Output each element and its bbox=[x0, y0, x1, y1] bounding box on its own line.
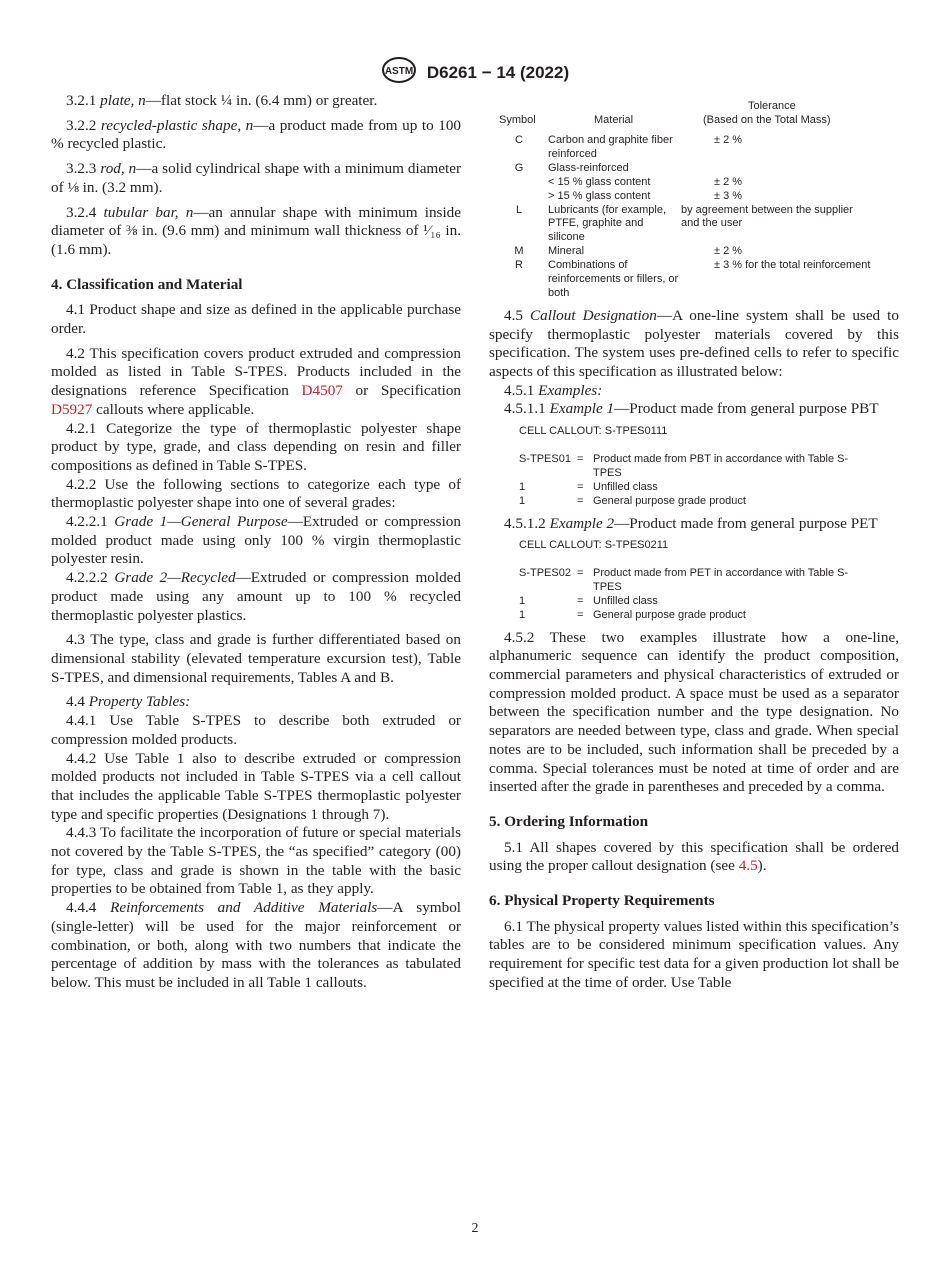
left-column bbox=[51, 92, 461, 993]
table-row bbox=[489, 245, 899, 259]
cell-symbol: R bbox=[515, 259, 523, 272]
cell-tolerance: ± 2 % bbox=[714, 245, 743, 258]
heading-ordering: 5. Ordering Information bbox=[489, 812, 649, 830]
cell-tolerance: ± 2 % bbox=[714, 134, 743, 146]
cell-material: Glass-reinforced bbox=[548, 161, 629, 174]
cell-callout-2: CELL CALLOUT: S-TPES0211 bbox=[519, 539, 669, 552]
svg-text:ASTM: ASTM bbox=[384, 66, 414, 77]
callout-k: S-TPES02 bbox=[519, 567, 571, 580]
callout-k: 1 bbox=[519, 608, 526, 621]
callout-line bbox=[519, 495, 899, 509]
section-3-2-2: 3.2.2 recycled-plastic shape, n—a product made from up to 100 % recycled plastic. bbox=[51, 116, 462, 153]
callout-v: General purpose grade product bbox=[593, 608, 746, 621]
callout-line bbox=[519, 481, 899, 495]
link-d5927[interactable]: D5927 bbox=[51, 400, 93, 418]
example-2-callout bbox=[519, 539, 899, 622]
table-body bbox=[489, 134, 899, 301]
section-4-5-2: 4.5.2 These two examples illustrate how a one-line, alphanumeric sequence can identify the product composition, commercial parameters and physical characteristics of extruded or compression molded product. A space must be used as a separator between the specification number and the type designation. No separators are needed between type, class and grade. When special notes are to be included, such information shall be preceded by a comma. Special tolerances must be noted at time of order and are inserted after the grade in parentheses and preceded by a comma. bbox=[489, 628, 899, 796]
table-header bbox=[489, 92, 899, 134]
cell-symbol: C bbox=[515, 134, 523, 146]
cell-material: < 15 % glass content bbox=[548, 175, 651, 188]
callout-eq: = bbox=[577, 608, 584, 621]
callout-k: S-TPES01 bbox=[519, 452, 571, 465]
right-column bbox=[489, 92, 899, 993]
callout-k: 1 bbox=[519, 480, 526, 493]
callout-v: General purpose grade product bbox=[593, 494, 746, 507]
heading-physical-property: 6. Physical Property Requirements bbox=[489, 892, 715, 910]
table-row bbox=[489, 259, 899, 301]
section-4-4-1: 4.4.1 Use Table S-TPES to describe both extruded or compression molded products. bbox=[51, 712, 461, 748]
callout-eq: = bbox=[577, 567, 584, 580]
table-row bbox=[489, 204, 899, 246]
table-row bbox=[489, 134, 899, 162]
section-4-3: 4.3 The type, class and grade is further differentiated based on dimensional stability (elevated temperature excursion test), Table S-TPES, and dimensional requirements, Tables A and B. bbox=[51, 631, 461, 686]
cell-callout-1: CELL CALLOUT: S-TPES0111 bbox=[519, 425, 668, 438]
section-4-2-2-1: 4.2.2.1 Grade 1—General Purpose—Extruded or compression molded product made using only 100 % virgin thermoplastic polyester resin. bbox=[51, 513, 461, 568]
link-4-5[interactable]: 4.5 bbox=[738, 857, 758, 875]
cell-symbol: M bbox=[514, 245, 524, 258]
section-4-5-1-1: 4.5.1.1 Example 1—Product made from general purpose PBT bbox=[504, 400, 879, 418]
cell-symbol: G bbox=[514, 161, 524, 174]
cell-tolerance: by agreement between the supplier and the user bbox=[681, 203, 853, 230]
callout-line bbox=[519, 595, 899, 609]
section-6-1: 6.1 The physical property values listed within this specification’s tables are to be considered minimum specification values. Any requirement for specific test data for a given production lot shall be specified at the time of order. Use Table bbox=[489, 917, 899, 991]
callout-eq: = bbox=[577, 494, 584, 507]
cell-tolerance: ± 2 % bbox=[714, 175, 743, 188]
callout-k: 1 bbox=[519, 594, 526, 607]
section-4-4: 4.4 Property Tables: bbox=[66, 693, 191, 711]
callout-eq: = bbox=[577, 480, 584, 493]
section-4-1: 4.1 Product shape and size as defined in the applicable purchase order. bbox=[51, 301, 461, 338]
section-4-2-1: 4.2.1 Categorize the type of thermoplastic polyester shape product by type, grade, and class depending on resin and filler compositions as defined in Table S-TPES. bbox=[51, 419, 461, 474]
cell-material: > 15 % glass content bbox=[548, 189, 651, 202]
section-5-1: 5.1 All shapes covered by this specification shall be ordered using the proper callout designation (see 4.5). bbox=[489, 838, 899, 875]
callout-line bbox=[519, 609, 899, 623]
cell-material: Mineral bbox=[548, 245, 585, 258]
section-4-5-1-2: 4.5.1.2 Example 2—Product made from general purpose PET bbox=[504, 514, 878, 532]
table-row bbox=[489, 162, 899, 176]
callout-v: Unfilled class bbox=[593, 480, 658, 493]
heading-classification: 4. Classification and Material bbox=[51, 275, 243, 293]
callout-eq: = bbox=[577, 452, 584, 465]
header-tolerance: Tolerance bbox=[748, 100, 796, 112]
callout-line bbox=[519, 567, 899, 595]
cell-symbol: L bbox=[515, 203, 523, 216]
cell-tolerance: ± 3 % for the total reinforcement bbox=[714, 259, 871, 272]
section-4-4-3: 4.4.3 To facilitate the incorporation of future or special materials not covered by the Table S-TPES, the “as specified” category (00) for type, class and grade is shown in the table with the basic properties to be obtained from Table 1, as they apply. bbox=[51, 824, 461, 898]
callout-v: Unfilled class bbox=[593, 594, 658, 607]
cell-tolerance: ± 3 % bbox=[714, 189, 743, 202]
example-1-callout bbox=[519, 425, 899, 508]
section-4-5-1: 4.5.1 Examples: bbox=[504, 381, 603, 399]
callout-v: Product made from PET in accordance with Table S-TPES bbox=[593, 567, 849, 593]
reinforcement-tolerance-table bbox=[489, 92, 899, 301]
page-number: 2 bbox=[471, 1221, 479, 1236]
section-3-2-1: 3.2.1 plate, n—flat stock ¼ in. (6.4 mm) or greater. bbox=[66, 92, 378, 109]
cell-material: Carbon and graphite fiber reinforced bbox=[548, 134, 673, 160]
document-designation: D6261 − 14 (2022) bbox=[426, 62, 570, 82]
page-header bbox=[0, 56, 950, 89]
callout-line bbox=[519, 453, 899, 481]
header-symbol: Symbol bbox=[499, 114, 536, 126]
header-material: Material bbox=[594, 114, 634, 126]
section-4-5: 4.5 Callout Designation—A one-line system shall be used to specify thermoplastic polyester materials covered by this specification. The system uses pre-defined cells to refer to specific aspects of this specification as illustrated below: bbox=[489, 306, 899, 380]
table-row bbox=[489, 190, 899, 204]
link-d4507[interactable]: D4507 bbox=[301, 382, 343, 400]
section-4-2: 4.2 This specification covers product extruded and compression molded as listed in Table S-TPES. Products included in the designations reference Specification D4507 or Specification D5927 callouts where applicable. bbox=[51, 344, 462, 418]
section-4-2-2-2: 4.2.2.2 Grade 2—Recycled—Extruded or compression molded product made using any amount up to 100 % recycled thermoplastic polyester plastics. bbox=[51, 569, 462, 624]
cell-material: Lubricants (for example, PTFE, graphite and silicone bbox=[548, 203, 666, 244]
callout-k: 1 bbox=[519, 494, 526, 507]
section-3-2-3: 3.2.3 rod, n—a solid cylindrical shape with a minimum diameter of ⅛ in. (3.2 mm). bbox=[51, 160, 462, 196]
section-4-4-2: 4.4.2 Use Table 1 also to describe extruded or compression molded products not included in Table S-TPES via a cell callout that includes the applicable Table S-TPES thermoplastic polyester type and specific properties (Designations 1 through 7). bbox=[51, 749, 461, 823]
section-4-2-2: 4.2.2 Use the following sections to categorize each type of thermoplastic polyester shape into one of several grades: bbox=[51, 475, 461, 512]
section-3-2-4: 3.2.4 tubular bar, n—an annular shape with minimum inside diameter of ⅜ in. (9.6 mm) and minimum wall thickness of ¹⁄₁₆ in. (1.6 mm). bbox=[51, 203, 461, 258]
section-4-4-4: 4.4.4 Reinforcements and Additive Materials—A symbol (single-letter) will be used for the major reinforcement or combination, or both, along with two numbers that indicate the percentage of addition by mass with the tolerances as tabulated below. This must be included in all Table 1 callouts. bbox=[51, 899, 462, 991]
callout-eq: = bbox=[577, 594, 584, 607]
cell-material: Combinations of reinforcements or fillers, or both bbox=[548, 259, 679, 299]
callout-v: Product made from PBT in accordance with Table S-TPES bbox=[593, 452, 849, 479]
header-tolerance-basis: (Based on the Total Mass) bbox=[703, 114, 831, 126]
table-row bbox=[489, 176, 899, 190]
astm-logo-icon bbox=[381, 56, 417, 89]
